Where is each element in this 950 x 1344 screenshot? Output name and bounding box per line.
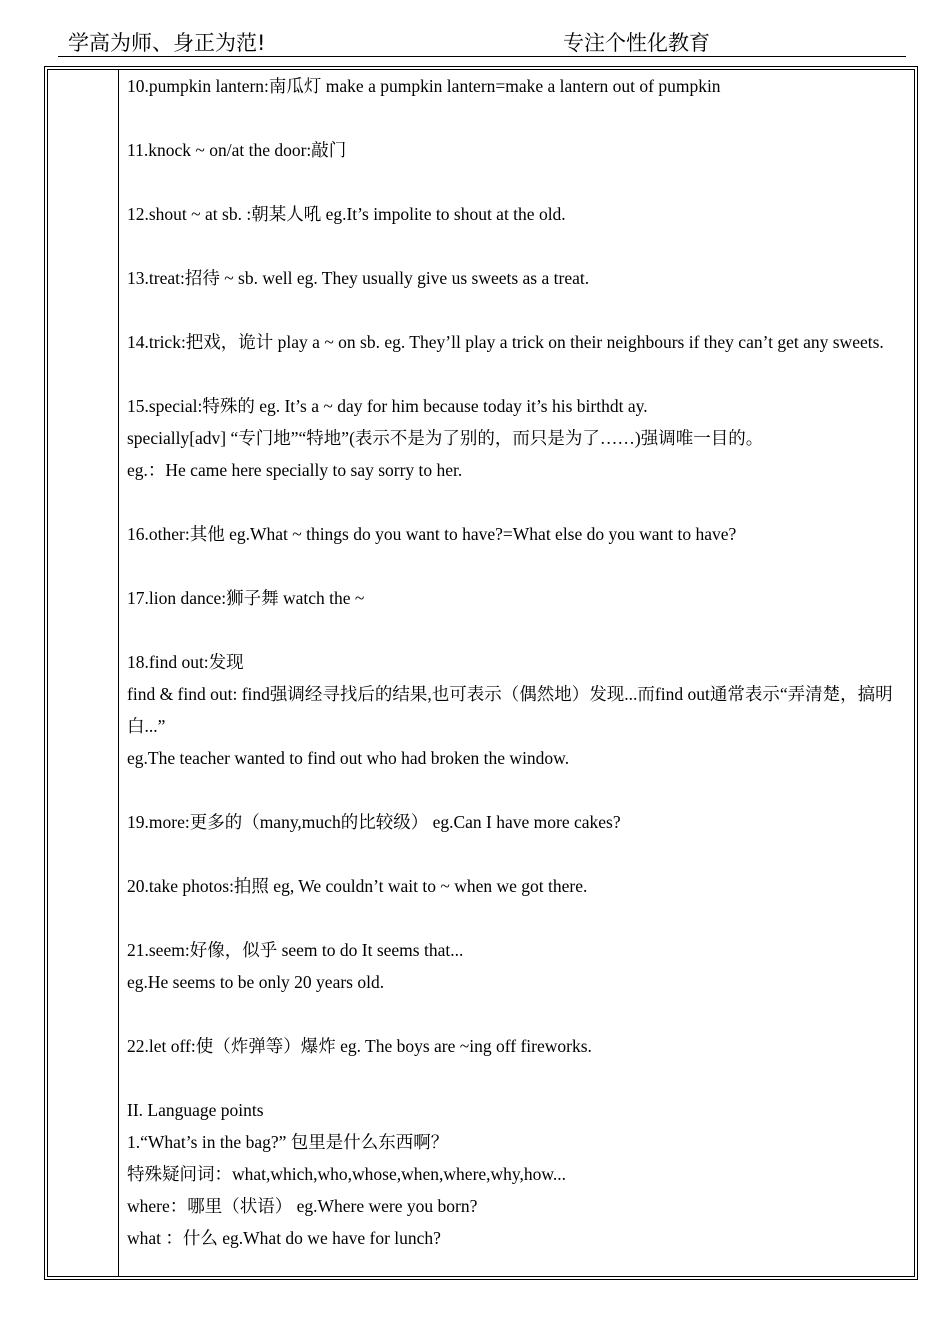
column-divider (118, 70, 119, 1276)
blank-line (127, 294, 915, 326)
blank-line (127, 230, 915, 262)
blank-line (127, 902, 915, 934)
note-line: eg.：He came here specially to say sorry to her. (127, 460, 463, 480)
header-motto: 学高为师、身正为范! (68, 31, 266, 55)
blank-line (127, 550, 915, 582)
note-line: 15.special:特殊的 eg. It’s a ~ day for him because today it’s his birthdt ay. (127, 396, 648, 416)
blank-line (127, 1062, 915, 1094)
note-line: 14.trick:把戏，诡计 play a ~ on sb. eg. They’ll play a trick on their neighbours if they can’t get any sweets. (127, 332, 884, 352)
note-line: 20.take photos:拍照 eg, We couldn’t wait to ~ when we got there. (127, 876, 588, 896)
note-line: 1.“What’s in the bag?” 包里是什么东西啊？ (127, 1132, 449, 1152)
blank-line (127, 614, 915, 646)
blank-line (127, 166, 915, 198)
note-line: 11.knock ~ on/at the door:敲门 (127, 140, 347, 160)
note-line: 10.pumpkin lantern:南瓜灯 make a pumpkin lantern=make a lantern out of pumpkin (127, 76, 721, 96)
blank-line (127, 774, 915, 806)
note-line: 21.seem:好像，似乎 seem to do It seems that... (127, 940, 464, 960)
note-line: 13.treat:招待 ~ sb. well eg. They usually give us sweets as a treat. (127, 268, 590, 288)
note-line: 22.let off:使（炸弹等）爆炸 eg. The boys are ~ing off fireworks. (127, 1036, 592, 1056)
note-line: II. Language points (127, 1100, 264, 1120)
blank-line (127, 838, 915, 870)
note-line: eg.He seems to be only 20 years old. (127, 972, 385, 992)
blank-line (127, 998, 915, 1030)
content-table-inner (47, 69, 915, 1277)
header-slogan: 专注个性化教育 (563, 31, 710, 55)
note-line: 12.shout ~ at sb. :朝某人吼 eg.It’s impolite to shout at the old. (127, 204, 566, 224)
note-line: specially[adv] “专门地”“特地”(表示不是为了别的，而只是为了……)强调唯一目的。 (127, 428, 764, 448)
blank-line (127, 486, 915, 518)
content-table (44, 66, 918, 1280)
note-line: 特殊疑问词：what,which,who,whose,when,where,why,how... (127, 1164, 567, 1184)
note-line: what ：什么 eg.What do we have for lunch? (127, 1228, 441, 1248)
note-line: 18.find out:发现 (127, 652, 244, 672)
notes-cell (127, 70, 915, 1254)
blank-line (127, 102, 915, 134)
blank-line (127, 358, 915, 390)
note-line: find & find out: find强调经寻找后的结果,也可表示（偶然地）发现...而find out通常表示“弄清楚，搞明白...” (127, 684, 893, 736)
note-line: eg.The teacher wanted to find out who had broken the window. (127, 748, 570, 768)
note-line: 17.lion dance:狮子舞 watch the ~ (127, 588, 365, 608)
page-header (58, 22, 906, 57)
note-line: 19.more:更多的（many,much的比较级） eg.Can I have more cakes? (127, 812, 621, 832)
note-line: where：哪里（状语） eg.Where were you born? (127, 1196, 478, 1216)
note-line: 16.other:其他 eg.What ~ things do you want to have?=What else do you want to have? (127, 524, 737, 544)
